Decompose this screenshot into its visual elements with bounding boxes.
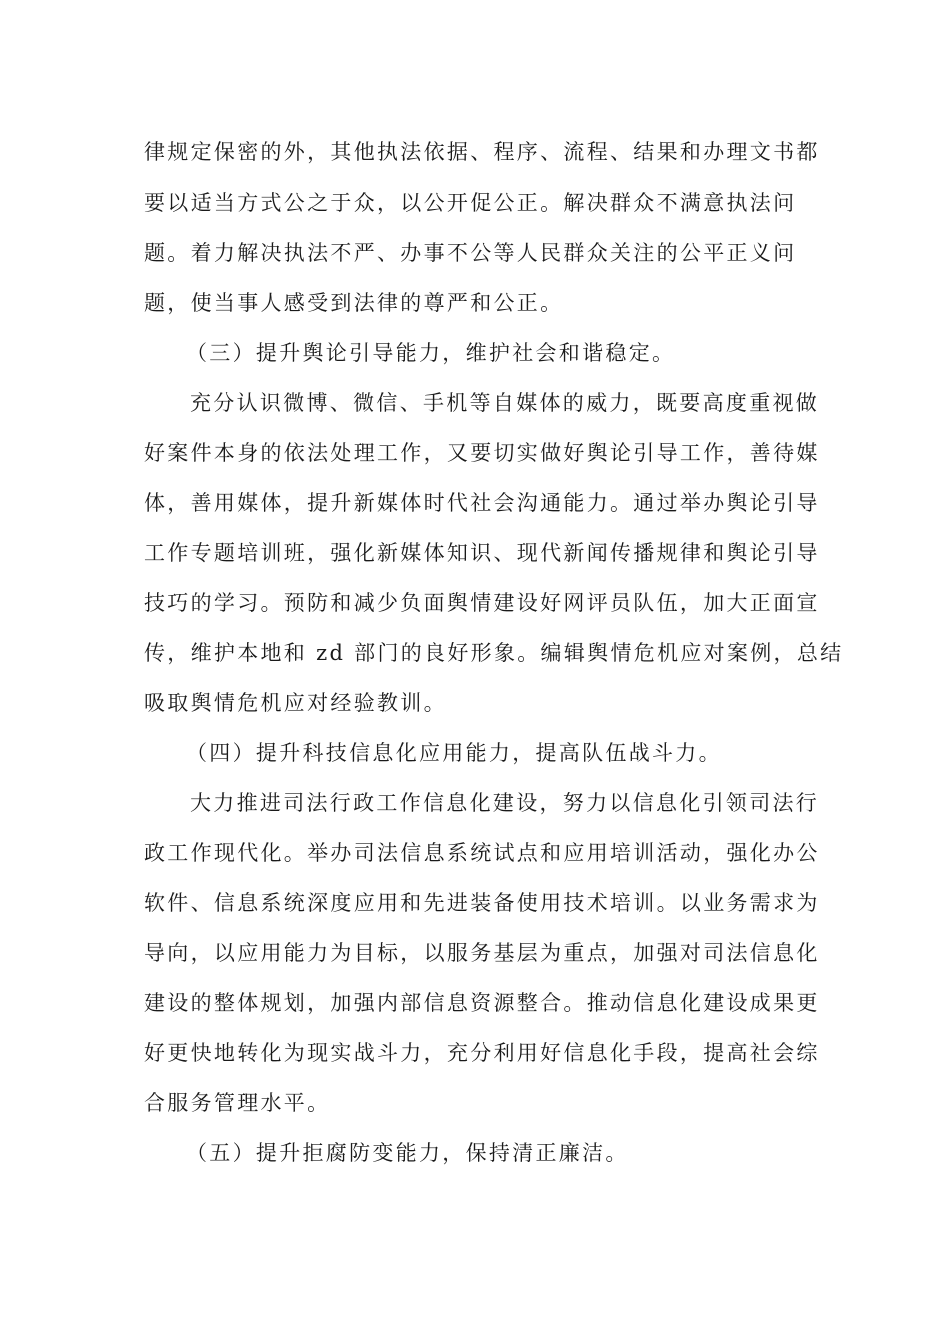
- section-heading: （四）提升科技信息化应用能力，提高队伍战斗力。: [186, 741, 722, 765]
- text-line: 导向，以应用能力为目标，以服务基层为重点，加强对司法信息化: [144, 941, 820, 965]
- text-line: 建设的整体规划，加强内部信息资源整合。推动信息化建设成果更: [144, 991, 820, 1015]
- text-line: 题，使当事人感受到法律的尊严和公正。: [144, 291, 564, 315]
- text-line: 好案件本身的依法处理工作，又要切实做好舆论引导工作，善待媒: [144, 441, 820, 465]
- text-line: 充分认识微博、微信、手机等自媒体的威力，既要高度重视做: [190, 391, 820, 415]
- text-line: 合服务管理水平。: [144, 1091, 331, 1115]
- text-line: 吸取舆情危机应对经验教训。: [144, 691, 447, 715]
- text-line: 要以适当方式公之于众，以公开促公正。解决群众不满意执法问: [144, 191, 797, 215]
- text-line: 好更快地转化为现实战斗力，充分利用好信息化手段，提高社会综: [144, 1041, 820, 1065]
- text-line: 工作专题培训班，强化新媒体知识、现代新闻传播规律和舆论引导: [144, 541, 820, 565]
- section-heading: （三）提升舆论引导能力，维护社会和谐稳定。: [186, 341, 676, 365]
- text-line: 体，善用媒体，提升新媒体时代社会沟通能力。通过举办舆论引导: [144, 491, 820, 515]
- text-line: 技巧的学习。预防和减少负面舆情建设好网评员队伍，加大正面宣: [144, 591, 820, 615]
- section-heading: （五）提升拒腐防变能力，保持清正廉洁。: [186, 1141, 629, 1165]
- text-line: 题。着力解决执法不严、办事不公等人民群众关注的公平正义问: [144, 241, 797, 265]
- text-line: 政工作现代化。举办司法信息系统试点和应用培训活动，强化办公: [144, 841, 820, 865]
- text-line: 传，维护本地和 zd 部门的良好形象。编辑舆情危机应对案例，总结: [144, 641, 844, 665]
- text-line: 软件、信息系统深度应用和先进装备使用技术培训。以业务需求为: [144, 891, 820, 915]
- text-line: 大力推进司法行政工作信息化建设，努力以信息化引领司法行: [190, 791, 820, 815]
- text-line: 律规定保密的外，其他执法依据、程序、流程、结果和办理文书都: [144, 140, 820, 164]
